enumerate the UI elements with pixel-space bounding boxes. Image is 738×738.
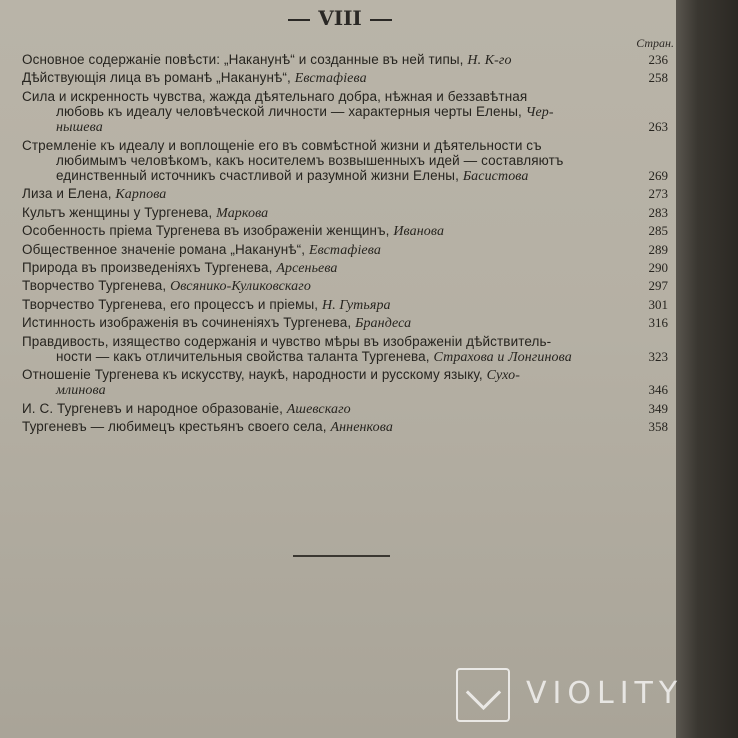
toc-entry-text	[22, 419, 393, 436]
toc-title: любимымъ человѣкомъ, какъ носителемъ возвышенныхъ идей — составляютъ	[56, 152, 564, 168]
toc-entry-text	[56, 349, 572, 366]
toc-author: Сухо-	[486, 368, 520, 384]
toc-entry-line	[0, 186, 680, 202]
toc-entry-line	[0, 334, 680, 350]
toc-entry-text	[56, 382, 106, 399]
header-dash-left	[288, 19, 310, 21]
toc-author: Страхова и Лонгинова	[433, 349, 572, 365]
toc-entry-text	[22, 297, 391, 314]
toc-page-number: 301	[648, 296, 668, 312]
toc-title: Творчество Тургенева,	[22, 278, 171, 294]
toc-title: Основное содержанie повѣсти: „Наканунѣ“ и созданные въ ней типы,	[22, 52, 468, 67]
toc-title: единственный источникъ счастливой и разумной жизни Елены,	[56, 168, 463, 183]
toc-entry-line	[0, 70, 680, 86]
toc-entry-text	[22, 278, 311, 295]
toc-entry-line	[0, 315, 680, 331]
toc-entry-line	[0, 205, 680, 221]
watermark	[452, 662, 722, 724]
toc-entry-line	[0, 89, 680, 105]
toc-entry-line	[0, 419, 680, 435]
toc-author: Овсянико-Куликовскаго	[170, 279, 311, 295]
toc-author: Н. Гутьяра	[321, 297, 391, 313]
toc-page-number: 290	[648, 260, 668, 275]
toc-entry-text	[22, 186, 166, 203]
toc-page-number: 349	[648, 400, 668, 416]
toc-entry-line	[0, 119, 680, 135]
toc-author: Иванова	[393, 224, 445, 240]
toc-entry-line	[0, 52, 680, 68]
toc-page-number: 316	[648, 315, 668, 331]
toc-page-number: 258	[648, 70, 668, 86]
toc-author: Басистова	[462, 169, 529, 184]
toc-author: Ашевскаго	[286, 401, 351, 417]
toc-title: Отношеніе Тургенева къ искусству, наукѣ, народности и русскому языку,	[22, 367, 487, 383]
toc-title: любовь къ идеалу человѣческой личности — характерныя черты Елены,	[56, 104, 526, 119]
toc-page-number: 358	[648, 419, 668, 435]
watermark-text: VIOLITY	[526, 676, 684, 711]
toc-author: млинова	[56, 383, 106, 399]
toc-title: Правдивость, изящество содержанія и чувство мѣры въ изображеніи дѣйствитель-	[22, 333, 552, 349]
toc-page-number: 323	[648, 348, 668, 364]
toc-entry-text	[22, 70, 367, 87]
toc-title: Истинность изображенія въ сочиненіяхъ Тургенева,	[22, 315, 356, 331]
toc-author: Евстафіева	[308, 242, 381, 258]
toc-page-number: 269	[648, 168, 668, 183]
toc-page-number: 297	[648, 278, 668, 294]
toc-entry-line	[0, 382, 680, 398]
toc-entry-text	[22, 242, 381, 259]
toc-page-number: 283	[648, 204, 668, 220]
toc-entry-text	[56, 168, 529, 185]
toc-title: Сила и искренность чувства, жажда дѣятельнаго добра, нѣжная и беззавѣтная	[22, 88, 528, 104]
toc-title: Лиза и Елена,	[22, 186, 116, 202]
toc-title: Дѣйствующія лица въ романѣ „Наканунѣ“,	[22, 70, 295, 86]
toc-entry-line	[0, 260, 680, 276]
toc-entry-line	[0, 278, 680, 294]
toc-entry-line	[0, 367, 680, 383]
section-divider	[293, 555, 390, 557]
toc-title: Стремленіе къ идеалу и воплощеніе его въ совмѣстной жизни и дѣятельности съ	[22, 137, 542, 153]
toc-entry-line	[0, 242, 680, 258]
page-column-heading: Стран.	[636, 36, 674, 50]
toc-page-number: 236	[648, 52, 668, 67]
toc-title: Особенность пріема Тургенева въ изображеніи женщинъ,	[22, 223, 394, 239]
toc-entry-text	[22, 205, 268, 222]
toc-author: Маркова	[216, 205, 269, 221]
toc-page-number: 273	[648, 186, 668, 202]
toc-entry-text	[22, 52, 512, 69]
toc-entry-line	[0, 168, 680, 184]
toc-entry-line	[0, 401, 680, 417]
toc-entry-text	[22, 401, 351, 418]
toc-page-number: 263	[648, 119, 668, 135]
toc-author: Анненкова	[330, 420, 393, 436]
toc-title: Творчество Тургенева, его процессъ и пріемы,	[22, 296, 322, 312]
page-header	[0, 6, 680, 30]
toc-entry-text	[22, 315, 411, 332]
toc-entry-line	[0, 223, 680, 239]
toc-page-number: 346	[648, 382, 668, 398]
toc-page-number: 285	[648, 223, 668, 239]
toc-entry-line	[0, 138, 680, 154]
toc-entry-line	[0, 153, 680, 169]
toc-entry-line	[0, 104, 680, 120]
toc-title: И. С. Тургеневъ и народное образованіе,	[22, 400, 287, 416]
toc-title: Общественное значеніе романа „Наканунѣ“,	[22, 241, 309, 257]
violity-logo-icon	[456, 668, 510, 722]
toc-page-number: 289	[648, 241, 668, 257]
page-number: VIII	[318, 6, 362, 30]
toc-author: Евстафіева	[294, 71, 367, 87]
toc-title: Природа въ произведеніяхъ Тургенева,	[22, 260, 277, 275]
toc-entry-line	[0, 297, 680, 313]
book-spine	[676, 0, 738, 738]
toc-entry-line	[0, 349, 680, 365]
toc-author: нышева	[56, 120, 103, 136]
header-dash-right	[370, 19, 392, 21]
toc-title: Тургеневъ — любимецъ крестьянъ своего села,	[22, 419, 331, 435]
toc-entry-text	[56, 119, 103, 136]
toc-author: Н. К-го	[467, 53, 512, 68]
toc-author: Карпова	[115, 187, 167, 203]
toc-entry-text	[22, 260, 338, 277]
toc-title: ности — какъ отличительныя свойства таланта Тургенева,	[56, 348, 434, 364]
toc-entry-text	[22, 223, 444, 240]
toc-author: Арсеньева	[276, 261, 338, 276]
toc-author: Чер-	[525, 105, 554, 120]
toc-author: Брандеса	[355, 316, 412, 332]
toc-title: Культъ женщины у Тургенева,	[22, 204, 217, 220]
